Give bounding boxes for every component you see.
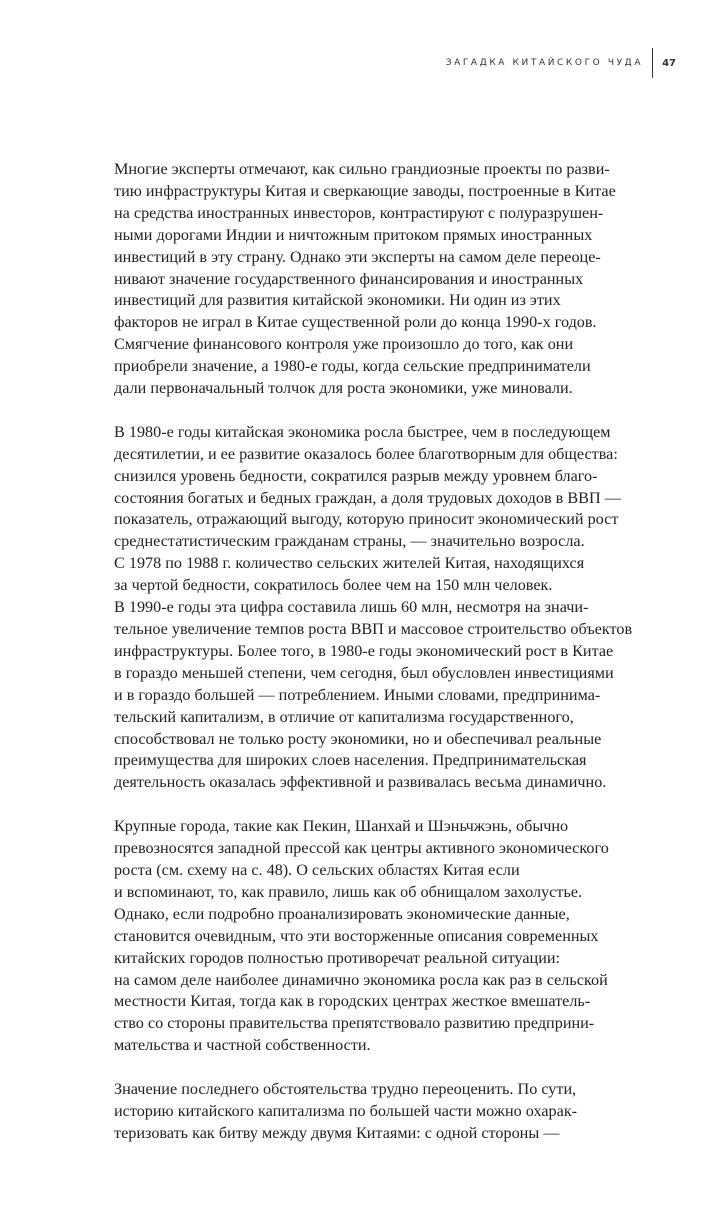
text-line: Значение последнего обстоятельства трудно переоценить. По сути,	[114, 1080, 577, 1099]
text-line: факторов не играл в Китае существенной роли до конца 1990-х годов.	[114, 313, 597, 332]
text-line: приобрели значение, а 1980-е годы, когда сельские предприниматели	[114, 357, 591, 376]
text-line: китайских городов полностью противоречат реальной ситуации:	[114, 948, 561, 967]
text-line: в гораздо меньшей степени, чем сегодня, был обусловлен инвестициями	[114, 663, 614, 682]
text-line: становится очевидным, что эти восторженные описания современных	[114, 926, 599, 945]
paragraph-2	[114, 422, 648, 794]
text-line: на средства иностранных инвесторов, контрастируют с полуразрушен-	[114, 203, 604, 222]
text-line: тельский капитализм, в отличие от капитализма государственного,	[114, 707, 574, 726]
page-number: 47	[662, 57, 676, 69]
text-line: десятилетии, и ее развитие оказалось более благотворным для общества:	[114, 444, 618, 463]
text-line: и в гораздо большей — потреблением. Иными словами, предпринима-	[114, 685, 601, 704]
text-line: тельное увеличение темпов роста ВВП и массовое строительство объектов	[114, 620, 633, 639]
text-line: теризовать как битву между двумя Китаями: с одной стороны —	[114, 1123, 560, 1142]
text-line: Однако, если подробно проанализировать экономические данные,	[114, 904, 570, 923]
text-line: В 1990-е годы эта цифра составила лишь 60 млн, несмотря на значи-	[114, 598, 589, 617]
text-line: инвестиций для развития китайской экономики. Ни один из этих	[114, 291, 561, 310]
text-line: за чертой бедности, сократилось более чем на 150 млн человек.	[114, 576, 553, 595]
text-line: нивают значение государственного финансирования и иностранных	[114, 269, 584, 288]
text-line: Многие эксперты отмечают, как сильно грандиозные проекты по разви-	[114, 160, 610, 178]
text-line: состояния богатых и бедных граждан, а доля трудовых доходов в ВВП —	[114, 488, 621, 507]
paragraph-1	[114, 159, 648, 400]
text-line: преимущества для широких слоев населения. Предпринимательская	[114, 751, 587, 770]
text-line: и вспоминают, то, как правило, лишь как об обнищалом захолустье.	[114, 882, 583, 901]
running-header	[446, 50, 676, 76]
text-line: инфраструктуры. Более того, в 1980-е годы экономический рост в Китае	[114, 641, 614, 660]
text-line: В 1980-е годы китайская экономика росла быстрее, чем в последующем	[114, 422, 611, 441]
text-line: способствовал не только росту экономики, но и обеспечивал реальные	[114, 729, 602, 748]
text-line: показатель, отражающий выгоду, которую приносит экономический рост	[114, 510, 619, 529]
text-line: местности Китая, тогда как в городских центрах жесткое вмешатель-	[114, 992, 591, 1011]
paragraph-3	[114, 816, 648, 1057]
text-line: ство со стороны правительства препятствовало развитию предприни-	[114, 1014, 595, 1033]
text-line: тию инфраструктуры Китая и сверкающие заводы, построенные в Китае	[114, 181, 616, 200]
text-line: С 1978 по 1988 г. количество сельских жителей Китая, находящихся	[114, 554, 585, 573]
text-line: Смягчение финансового контроля уже произошло до того, как они	[114, 335, 574, 354]
text-line: дали первоначальный толчок для роста экономики, уже миновали.	[114, 379, 573, 398]
paragraph-4	[114, 1079, 648, 1145]
text-line: среднестатистическим гражданам страны, — значительно возросла.	[114, 532, 585, 551]
text-line: снизился уровень бедности, сократился разрыв между уровнем благо-	[114, 466, 598, 485]
text-line: ными дорогами Индии и ничтожным притоком прямых иностранных	[114, 225, 593, 244]
text-line: историю китайского капитализма по большей части можно охарак-	[114, 1101, 578, 1120]
text-line: инвестиций в эту страну. Однако эти эксперты на самом деле переоце-	[114, 247, 601, 266]
text-line: деятельность оказалась эффективной и развивалась весьма динамично.	[114, 773, 607, 792]
text-line: на самом деле наиболее динамично экономика росла как раз в сельской	[114, 970, 608, 989]
text-line: мательства и частной собственности.	[114, 1036, 371, 1055]
text-line: роста (см. схему на с. 48). О сельских областях Китая если	[114, 860, 520, 879]
body-text	[114, 159, 648, 1167]
running-title: ЗАГАДКА КИТАЙСКОГО ЧУДА	[445, 58, 644, 68]
text-line: превозносятся западной прессой как центры активного экономического	[114, 839, 609, 858]
text-line: Крупные города, такие как Пекин, Шанхай и Шэньчжэнь, обычно	[114, 817, 569, 836]
